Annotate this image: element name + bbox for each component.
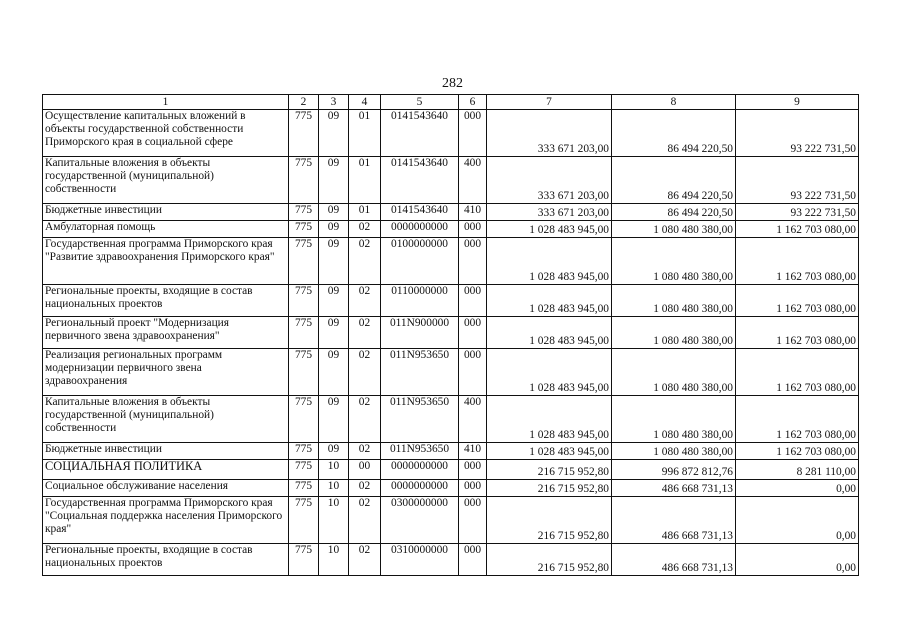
code-cell: 775 [289,460,319,480]
amount-cell: 1 162 703 080,00 [736,349,859,396]
amount-cell: 1 162 703 080,00 [736,443,859,460]
table-row [43,480,859,497]
code-cell: 000 [459,110,487,157]
amount-cell: 86 494 220,50 [612,204,736,221]
code-cell: 000 [459,221,487,238]
code-cell: 011N953650 [381,443,459,460]
amount-cell: 1 028 483 945,00 [487,285,612,317]
code-cell: 775 [289,110,319,157]
code-cell: 09 [319,221,349,238]
amount-cell: 1 080 480 380,00 [612,349,736,396]
amount-cell: 0,00 [736,497,859,544]
column-header: 1 [43,95,289,110]
code-cell: 775 [289,497,319,544]
code-cell: 02 [349,396,381,443]
code-cell: 10 [319,544,349,576]
amount-cell: 1 080 480 380,00 [612,317,736,349]
code-cell: 0000000000 [381,480,459,497]
row-name-cell: Капитальные вложения в объекты государственной (муниципальной) собственности [43,396,289,443]
amount-cell: 1 028 483 945,00 [487,238,612,285]
amount-cell: 1 028 483 945,00 [487,396,612,443]
code-cell: 02 [349,480,381,497]
code-cell: 000 [459,317,487,349]
code-cell: 011N900000 [381,317,459,349]
budget-table [42,94,859,576]
code-cell: 410 [459,443,487,460]
code-cell: 02 [349,443,381,460]
column-header: 2 [289,95,319,110]
code-cell: 0141543640 [381,110,459,157]
amount-cell: 93 222 731,50 [736,204,859,221]
code-cell: 09 [319,396,349,443]
amount-cell: 1 080 480 380,00 [612,238,736,285]
code-cell: 000 [459,497,487,544]
code-cell: 09 [319,317,349,349]
code-cell: 011N953650 [381,349,459,396]
code-cell: 0141543640 [381,204,459,221]
code-cell: 775 [289,238,319,285]
amount-cell: 1 028 483 945,00 [487,221,612,238]
amount-cell: 216 715 952,80 [487,544,612,576]
row-name-cell: Региональные проекты, входящие в состав национальных проектов [43,285,289,317]
code-cell: 775 [289,317,319,349]
table-row [43,157,859,204]
amount-cell: 1 028 483 945,00 [487,317,612,349]
code-cell: 02 [349,238,381,285]
code-cell: 775 [289,544,319,576]
code-cell: 011N953650 [381,396,459,443]
code-cell: 400 [459,396,487,443]
table-row [43,317,859,349]
amount-cell: 333 671 203,00 [487,110,612,157]
code-cell: 400 [459,157,487,204]
code-cell: 02 [349,285,381,317]
code-cell: 10 [319,460,349,480]
amount-cell: 1 162 703 080,00 [736,285,859,317]
row-name-cell: Социальное обслуживание населения [43,480,289,497]
amount-cell: 1 028 483 945,00 [487,349,612,396]
row-name-cell: Государственная программа Приморского края "Социальная поддержка населения Приморского края" [43,497,289,544]
row-name-cell: Капитальные вложения в объекты государственной (муниципальной) собственности [43,157,289,204]
code-cell: 000 [459,285,487,317]
code-cell: 02 [349,221,381,238]
code-cell: 0000000000 [381,460,459,480]
amount-cell: 216 715 952,80 [487,480,612,497]
code-cell: 10 [319,480,349,497]
code-cell: 000 [459,238,487,285]
amount-cell: 1 080 480 380,00 [612,443,736,460]
amount-cell: 0,00 [736,544,859,576]
code-cell: 09 [319,349,349,396]
column-header: 4 [349,95,381,110]
code-cell: 02 [349,349,381,396]
code-cell: 0100000000 [381,238,459,285]
column-header: 7 [487,95,612,110]
amount-cell: 0,00 [736,480,859,497]
table-row [43,443,859,460]
row-name-cell: СОЦИАЛЬНАЯ ПОЛИТИКА [43,460,289,480]
amount-cell: 93 222 731,50 [736,157,859,204]
code-cell: 09 [319,285,349,317]
table-row [43,110,859,157]
code-cell: 00 [349,460,381,480]
amount-cell: 93 222 731,50 [736,110,859,157]
table-row [43,497,859,544]
amount-cell: 486 668 731,13 [612,497,736,544]
table-row [43,204,859,221]
code-cell: 02 [349,317,381,349]
code-cell: 09 [319,443,349,460]
amount-cell: 1 080 480 380,00 [612,285,736,317]
amount-cell: 1 080 480 380,00 [612,221,736,238]
amount-cell: 86 494 220,50 [612,110,736,157]
amount-cell: 216 715 952,80 [487,460,612,480]
row-name-cell: Региональный проект "Модернизация первичного звена здравоохранения" [43,317,289,349]
code-cell: 0300000000 [381,497,459,544]
code-cell: 775 [289,221,319,238]
code-cell: 000 [459,544,487,576]
row-name-cell: Реализация региональных программ модернизации первичного звена здравоохранения [43,349,289,396]
row-name-cell: Региональные проекты, входящие в состав национальных проектов [43,544,289,576]
code-cell: 02 [349,544,381,576]
column-header: 9 [736,95,859,110]
row-name-cell: Государственная программа Приморского края "Развитие здравоохранения Приморского края" [43,238,289,285]
amount-cell: 1 162 703 080,00 [736,396,859,443]
code-cell: 410 [459,204,487,221]
code-cell: 775 [289,204,319,221]
header-row [43,95,859,110]
code-cell: 0110000000 [381,285,459,317]
table-row [43,544,859,576]
code-cell: 01 [349,110,381,157]
code-cell: 02 [349,497,381,544]
code-cell: 000 [459,349,487,396]
code-cell: 0000000000 [381,221,459,238]
row-name-cell: Осуществление капитальных вложений в объекты государственной собственности Приморского края в социальной сфере [43,110,289,157]
amount-cell: 1 162 703 080,00 [736,238,859,285]
amount-cell: 1 162 703 080,00 [736,221,859,238]
code-cell: 775 [289,349,319,396]
code-cell: 775 [289,157,319,204]
code-cell: 775 [289,480,319,497]
code-cell: 09 [319,204,349,221]
amount-cell: 216 715 952,80 [487,497,612,544]
code-cell: 775 [289,285,319,317]
amount-cell: 1 028 483 945,00 [487,443,612,460]
amount-cell: 8 281 110,00 [736,460,859,480]
row-name-cell: Бюджетные инвестиции [43,443,289,460]
code-cell: 09 [319,157,349,204]
code-cell: 01 [349,157,381,204]
row-name-cell: Бюджетные инвестиции [43,204,289,221]
code-cell: 09 [319,238,349,285]
code-cell: 000 [459,480,487,497]
code-cell: 01 [349,204,381,221]
amount-cell: 1 162 703 080,00 [736,317,859,349]
column-header: 3 [319,95,349,110]
amount-cell: 1 080 480 380,00 [612,396,736,443]
amount-cell: 486 668 731,13 [612,480,736,497]
code-cell: 775 [289,396,319,443]
amount-cell: 86 494 220,50 [612,157,736,204]
table-row [43,349,859,396]
code-cell: 775 [289,443,319,460]
amount-cell: 333 671 203,00 [487,204,612,221]
row-name-cell: Амбулаторная помощь [43,221,289,238]
code-cell: 0310000000 [381,544,459,576]
table-row [43,460,859,480]
column-header: 5 [381,95,459,110]
code-cell: 0141543640 [381,157,459,204]
table-row [43,221,859,238]
code-cell: 000 [459,460,487,480]
code-cell: 09 [319,110,349,157]
table-row [43,238,859,285]
table-row [43,285,859,317]
amount-cell: 486 668 731,13 [612,544,736,576]
column-header: 8 [612,95,736,110]
amount-cell: 333 671 203,00 [487,157,612,204]
page-number: 282 [442,76,463,91]
amount-cell: 996 872 812,76 [612,460,736,480]
code-cell: 10 [319,497,349,544]
column-header: 6 [459,95,487,110]
table-row [43,396,859,443]
